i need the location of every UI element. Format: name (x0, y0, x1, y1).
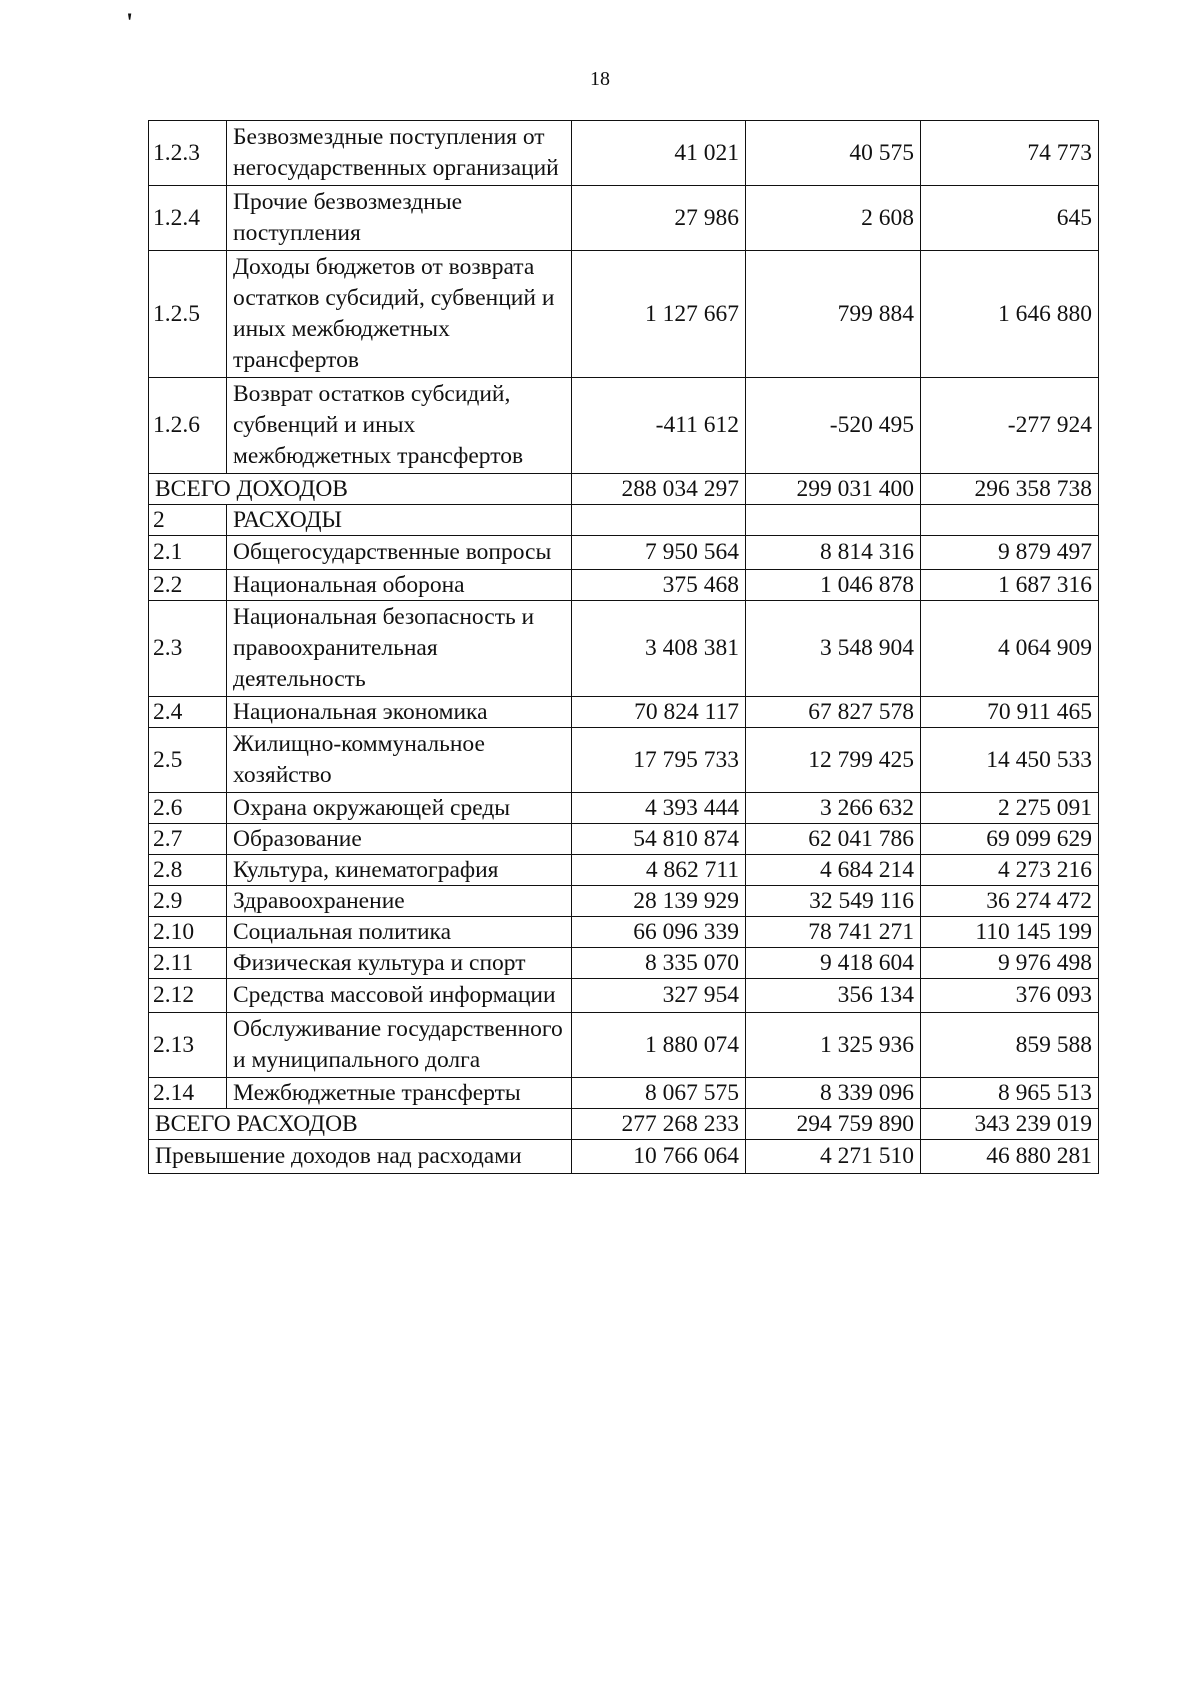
row-name: РАСХОДЫ (227, 505, 572, 536)
table-row (149, 1078, 1099, 1109)
row-code: 1.2.3 (149, 121, 227, 186)
table-row (149, 697, 1099, 728)
value-col-3: 8 965 513 (921, 1078, 1099, 1109)
total-expenses-label: ВСЕГО РАСХОДОВ (149, 1109, 572, 1140)
table-row (149, 855, 1099, 886)
row-name: Безвозмездные поступления от негосударственных организаций (227, 121, 572, 186)
value-col-1: 41 021 (572, 121, 746, 186)
row-name: Обслуживание государственного и муниципального долга (227, 1013, 572, 1078)
value-col-2: -520 495 (746, 378, 921, 474)
row-name: Здравоохранение (227, 886, 572, 917)
row-code: 1.2.6 (149, 378, 227, 474)
value-col-2: 4 271 510 (746, 1140, 921, 1174)
section-header-row (149, 505, 1099, 536)
value-col-2: 78 741 271 (746, 917, 921, 948)
value-col-3: 343 239 019 (921, 1109, 1099, 1140)
value-col-3 (921, 505, 1099, 536)
value-col-1: 70 824 117 (572, 697, 746, 728)
row-code: 2.8 (149, 855, 227, 886)
table-row (149, 536, 1099, 570)
row-name: Национальная экономика (227, 697, 572, 728)
value-col-1: 4 862 711 (572, 855, 746, 886)
row-name: Возврат остатков субсидий, субвенций и иных межбюджетных трансфертов (227, 378, 572, 474)
row-code: 2 (149, 505, 227, 536)
value-col-1: 1 127 667 (572, 251, 746, 378)
value-col-3: 9 879 497 (921, 536, 1099, 570)
row-code: 2.4 (149, 697, 227, 728)
surplus-row (149, 1140, 1099, 1174)
value-col-1: 8 335 070 (572, 948, 746, 979)
row-name: Социальная политика (227, 917, 572, 948)
row-code: 2.5 (149, 728, 227, 793)
row-code: 2.3 (149, 601, 227, 697)
row-name: Образование (227, 824, 572, 855)
value-col-2: 8 339 096 (746, 1078, 921, 1109)
value-col-3: 14 450 533 (921, 728, 1099, 793)
table-row (149, 886, 1099, 917)
value-col-1: 1 880 074 (572, 1013, 746, 1078)
value-col-1: 8 067 575 (572, 1078, 746, 1109)
value-col-3: 110 145 199 (921, 917, 1099, 948)
value-col-2: 1 325 936 (746, 1013, 921, 1078)
value-col-2 (746, 505, 921, 536)
table-row (149, 979, 1099, 1013)
table-row (149, 824, 1099, 855)
value-col-1: 375 468 (572, 570, 746, 601)
value-col-1: 54 810 874 (572, 824, 746, 855)
value-col-1: 7 950 564 (572, 536, 746, 570)
value-col-3: 376 093 (921, 979, 1099, 1013)
row-name: Охрана окружающей среды (227, 793, 572, 824)
value-col-2: 9 418 604 (746, 948, 921, 979)
value-col-3: 1 687 316 (921, 570, 1099, 601)
row-code: 2.9 (149, 886, 227, 917)
value-col-2: 3 548 904 (746, 601, 921, 697)
value-col-2: 3 266 632 (746, 793, 921, 824)
row-name: Общегосударственные вопросы (227, 536, 572, 570)
value-col-2: 356 134 (746, 979, 921, 1013)
row-code: 2.2 (149, 570, 227, 601)
page-number: 18 (590, 68, 610, 90)
row-name: Средства массовой информации (227, 979, 572, 1013)
value-col-3: 9 976 498 (921, 948, 1099, 979)
surplus-label: Превышение доходов над расходами (149, 1140, 572, 1174)
value-col-2: 8 814 316 (746, 536, 921, 570)
value-col-1: 10 766 064 (572, 1140, 746, 1174)
value-col-1: -411 612 (572, 378, 746, 474)
value-col-3: 70 911 465 (921, 697, 1099, 728)
total-expenses-row (149, 1109, 1099, 1140)
value-col-2: 67 827 578 (746, 697, 921, 728)
row-code: 2.7 (149, 824, 227, 855)
table-row (149, 728, 1099, 793)
value-col-2: 2 608 (746, 186, 921, 251)
value-col-1: 27 986 (572, 186, 746, 251)
value-col-1: 327 954 (572, 979, 746, 1013)
table-row (149, 121, 1099, 186)
row-code: 2.6 (149, 793, 227, 824)
value-col-2: 12 799 425 (746, 728, 921, 793)
value-col-1: 17 795 733 (572, 728, 746, 793)
value-col-1: 66 096 339 (572, 917, 746, 948)
table-row (149, 378, 1099, 474)
table-row (149, 1013, 1099, 1078)
value-col-1: 3 408 381 (572, 601, 746, 697)
table-row (149, 570, 1099, 601)
table-row (149, 251, 1099, 378)
value-col-1: 277 268 233 (572, 1109, 746, 1140)
page-corner-mark: ' (126, 8, 134, 37)
value-col-2: 62 041 786 (746, 824, 921, 855)
value-col-3: 1 646 880 (921, 251, 1099, 378)
value-col-2: 32 549 116 (746, 886, 921, 917)
row-name: Национальная оборона (227, 570, 572, 601)
value-col-3: 69 099 629 (921, 824, 1099, 855)
table-row (149, 917, 1099, 948)
value-col-1 (572, 505, 746, 536)
budget-table (148, 120, 1099, 1174)
row-name: Жилищно-коммунальное хозяйство (227, 728, 572, 793)
value-col-2: 40 575 (746, 121, 921, 186)
total-income-label: ВСЕГО ДОХОДОВ (149, 474, 572, 505)
row-name: Физическая культура и спорт (227, 948, 572, 979)
value-col-3: -277 924 (921, 378, 1099, 474)
value-col-3: 46 880 281 (921, 1140, 1099, 1174)
value-col-2: 299 031 400 (746, 474, 921, 505)
row-name: Национальная безопасность и правоохранительная деятельность (227, 601, 572, 697)
row-code: 2.13 (149, 1013, 227, 1078)
table-row (149, 186, 1099, 251)
row-name: Межбюджетные трансферты (227, 1078, 572, 1109)
row-name: Доходы бюджетов от возврата остатков субсидий, субвенций и иных межбюджетных трансфертов (227, 251, 572, 378)
value-col-3: 4 064 909 (921, 601, 1099, 697)
row-code: 1.2.4 (149, 186, 227, 251)
total-income-row (149, 474, 1099, 505)
value-col-2: 799 884 (746, 251, 921, 378)
value-col-2: 4 684 214 (746, 855, 921, 886)
row-code: 2.14 (149, 1078, 227, 1109)
table-row (149, 948, 1099, 979)
value-col-3: 74 773 (921, 121, 1099, 186)
value-col-3: 645 (921, 186, 1099, 251)
value-col-3: 2 275 091 (921, 793, 1099, 824)
table-row (149, 793, 1099, 824)
row-code: 2.1 (149, 536, 227, 570)
value-col-3: 859 588 (921, 1013, 1099, 1078)
value-col-2: 294 759 890 (746, 1109, 921, 1140)
row-code: 2.11 (149, 948, 227, 979)
table-row (149, 601, 1099, 697)
value-col-1: 4 393 444 (572, 793, 746, 824)
row-name: Культура, кинематография (227, 855, 572, 886)
value-col-2: 1 046 878 (746, 570, 921, 601)
row-code: 1.2.5 (149, 251, 227, 378)
value-col-3: 4 273 216 (921, 855, 1099, 886)
value-col-1: 288 034 297 (572, 474, 746, 505)
value-col-1: 28 139 929 (572, 886, 746, 917)
row-code: 2.10 (149, 917, 227, 948)
value-col-3: 36 274 472 (921, 886, 1099, 917)
row-code: 2.12 (149, 979, 227, 1013)
value-col-3: 296 358 738 (921, 474, 1099, 505)
row-name: Прочие безвозмездные поступления (227, 186, 572, 251)
